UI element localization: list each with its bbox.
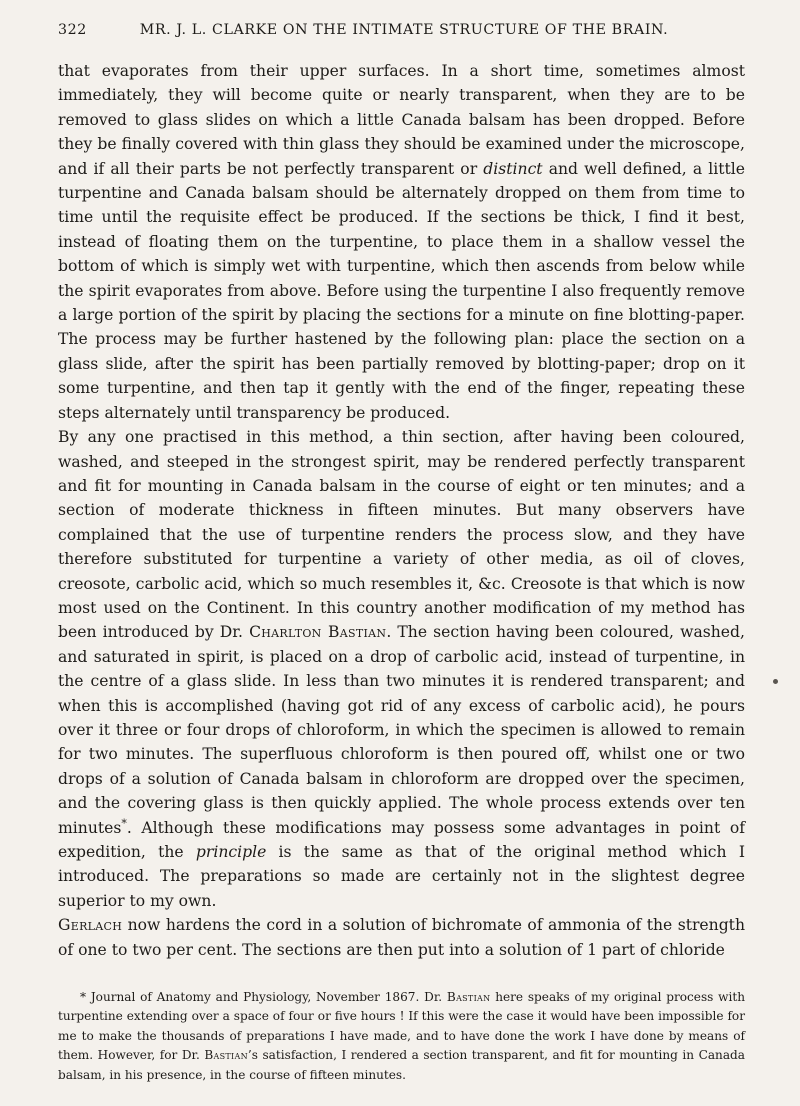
text-run: . The section having been coloured, washed, and saturated in spirit, is placed on a drop of carbolic acid, instead of turpentine, in the centre of a glass slide. In less than two minutes it is rendered transparent; and when this is accomplished (having got rid of any excess of carbolic acid), he pours over it three or four drops of chloroform, in which the specimen is allowed to remain for two minutes. The superfluous chloroform is then poured off, whilst one or two drops of a solution of Canada balsam in chloroform are dropped over the specimen, and the covering glass is then quickly applied. The whole process extends over ten minutes — [58, 623, 745, 837]
running-head — [58, 22, 745, 38]
author-name-bastian: Bastian — [446, 990, 491, 1005]
author-name-gerlach: Gerlach — [58, 916, 123, 935]
paragraph-2 — [58, 425, 745, 913]
author-name-bastian: Bastian — [204, 1048, 248, 1063]
text-run: here speaks of my original process with turpentine extending over a space of four or five hours ! If this were the case it would have been impossible for me to make the thousands of preparations I have made, and to have done the work I have done by means of them. However, for Dr. — [58, 990, 746, 1063]
text-run: is the same as that of the original method which I introduced. The preparations so made are certainly not in the slightest degree superior to my own. — [58, 843, 746, 910]
text-run: that evaporates from their upper surfaces. In a short time, sometimes almost immediately, they will become quite or nearly transparent, when they are to be removed to glass slides on which a little Canada balsam has been dropped. Before they be finally covered with thin glass they should be examined under the microscope, and if all their parts be not perfectly transparent or — [58, 62, 745, 178]
footnote — [58, 988, 745, 1085]
emphasis-distinct: distinct — [483, 159, 543, 178]
body-text — [58, 59, 745, 962]
text-run: ’s satisfaction, I rendered a section transparent, and fit for mounting in Canada balsam, in his presence, in the course of fifteen minutes. — [58, 1048, 746, 1082]
text-run: and well defined, a little turpentine and Canada balsam should be alternately dropped on them from time to time until the requisite effect be produced. If the sections be thick, I find it best, instead of floating them on the turpentine, to place them in a shallow vessel the bottom of which is simply wet with turpentine, which then ascends from below while the spirit evaporates from above. Before using the turpentine I also frequently remove a large portion of the spirit by placing the sections for a minute on fine blotting-paper. The process may be further hastened by the following plan: place the section on a glass slide, after the spirit has been partially removed by blotting-paper; drop on it some turpentine, and then tap it gently with the end of the finger, repeating these steps alternately until transparency be produced. — [58, 159, 745, 422]
running-title: MR. J. L. CLARKE ON THE INTIMATE STRUCTURE OF THE BRAIN. — [139, 22, 669, 38]
paragraph-3 — [58, 913, 745, 962]
text-run: now hardens the cord in a solution of bichromate of ammonia of the strength of one to two per cent. The sections are then put into a solution of 1 part of chloride — [58, 916, 745, 959]
text-run: * Journal of Anatomy and Physiology, November 1867. Dr. — [80, 990, 447, 1005]
paragraph-1 — [58, 59, 745, 425]
emphasis-principle: principle — [195, 843, 267, 861]
footnote-marker: * — [121, 816, 127, 830]
footnote-text — [58, 988, 745, 1085]
page-number: 322 — [58, 22, 87, 38]
text-run: . Although these modifications may possess some advantages in point of expedition, the — [58, 818, 745, 861]
text-run: By any one practised in this method, a thin section, after having been coloured, washed, and steeped in the strongest spirit, may be rendered perfectly transparent and fit for mounting in Canada balsam in the course of eight or ten minutes; and a section of moderate thickness in fifteen minutes. But many observers have complained that the use of turpentine renders the process slow, and they have therefore substituted for turpentine a variety of other media, as oil of cloves, creosote, carbolic acid, which so much resembles it, &c. Creosote is that which is now most used on the Continent. In this country another modification of my method has been introduced by Dr. — [58, 428, 745, 642]
margin-dot-mark — [773, 679, 778, 684]
author-name-charlton-bastian: Charlton Bastian — [249, 623, 387, 642]
